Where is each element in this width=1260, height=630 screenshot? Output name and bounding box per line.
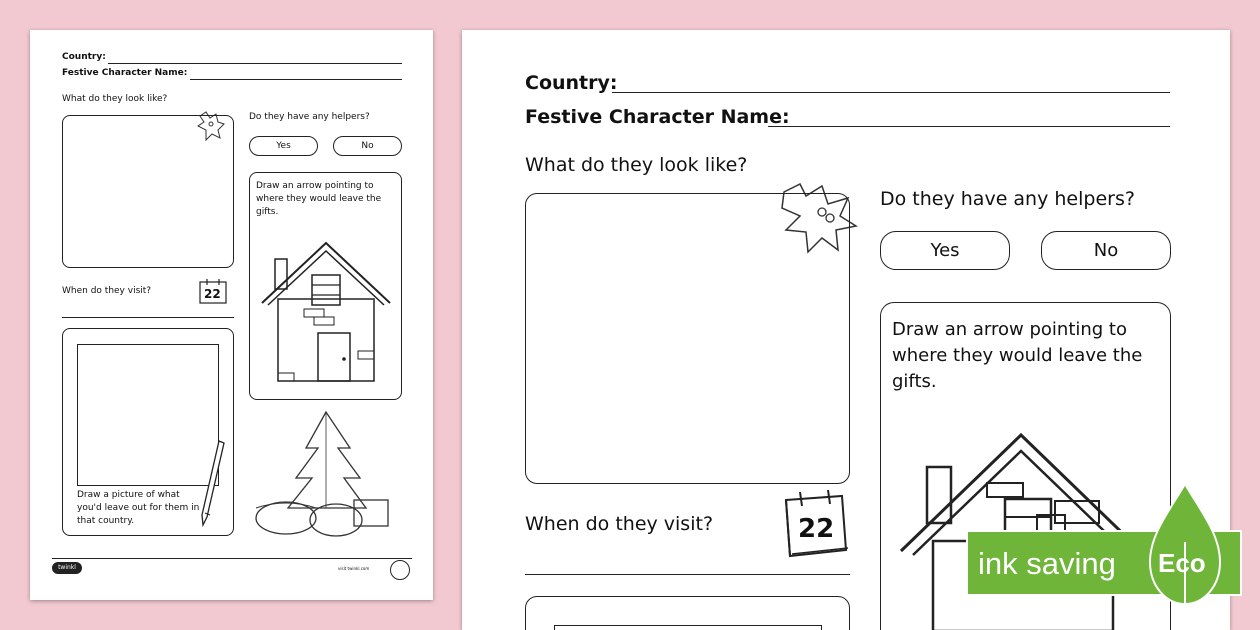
- no-option[interactable]: [333, 136, 402, 156]
- character-label-large: Festive Character Name:: [525, 106, 790, 128]
- country-label: Country:: [62, 52, 106, 62]
- yes-option-large[interactable]: [880, 231, 1010, 270]
- house-box: [249, 172, 402, 400]
- look-drawing-box-large: [525, 193, 850, 484]
- look-drawing-box: [62, 115, 234, 268]
- country-line-large: [612, 92, 1170, 93]
- footer-url: visit twinkl.com: [338, 566, 370, 571]
- character-line: [190, 79, 402, 80]
- look-question-large: What do they look like?: [525, 154, 748, 176]
- picture-frame-large: [554, 625, 822, 630]
- footer-badge-icon: [390, 560, 410, 580]
- footer-line: [52, 558, 412, 559]
- brand-logo: [52, 562, 82, 574]
- calendar-day-large: 22: [798, 514, 835, 544]
- no-option-large[interactable]: [1041, 231, 1171, 270]
- arrow-instruction: Draw an arrow pointing to where they would leave the gifts.: [256, 181, 382, 217]
- calendar-icon-large: [780, 488, 850, 560]
- no-label: No: [361, 141, 374, 151]
- picture-box: [62, 328, 234, 536]
- country-line: [108, 63, 402, 64]
- helpers-question: Do they have any helpers?: [249, 112, 370, 122]
- calendar-day: 22: [204, 287, 221, 301]
- character-label: Festive Character Name:: [62, 68, 188, 78]
- ink-saving-text: ink saving: [978, 546, 1116, 581]
- no-label-large: No: [1093, 240, 1119, 261]
- picture-box-large: [525, 596, 850, 630]
- visit-question: When do they visit?: [62, 286, 152, 296]
- worksheet-thumbnail: [30, 30, 433, 600]
- visit-question-large: When do they visit?: [525, 513, 714, 535]
- look-question: What do they look like?: [62, 94, 168, 104]
- country-label-large: Country:: [525, 72, 618, 94]
- eco-text: Eco: [1158, 548, 1206, 578]
- pencil-icon: [197, 439, 227, 529]
- tree-and-gifts-icon: [246, 408, 408, 540]
- character-line-large: [768, 126, 1170, 127]
- yes-label-large: Yes: [930, 240, 960, 261]
- calendar-icon: [198, 277, 228, 305]
- picture-instruction: Draw a picture of what you'd leave out for them in that country.: [77, 490, 200, 526]
- visit-line-large: [525, 574, 850, 575]
- house-icon: [260, 241, 392, 383]
- arrow-instruction-large: Draw an arrow pointing to where they would leave the gifts.: [892, 319, 1143, 392]
- brand-text: twinkl: [58, 564, 76, 571]
- yes-label: Yes: [276, 141, 291, 151]
- yes-option[interactable]: [249, 136, 318, 156]
- visit-line: [62, 317, 234, 318]
- helpers-question-large: Do they have any helpers?: [880, 188, 1135, 210]
